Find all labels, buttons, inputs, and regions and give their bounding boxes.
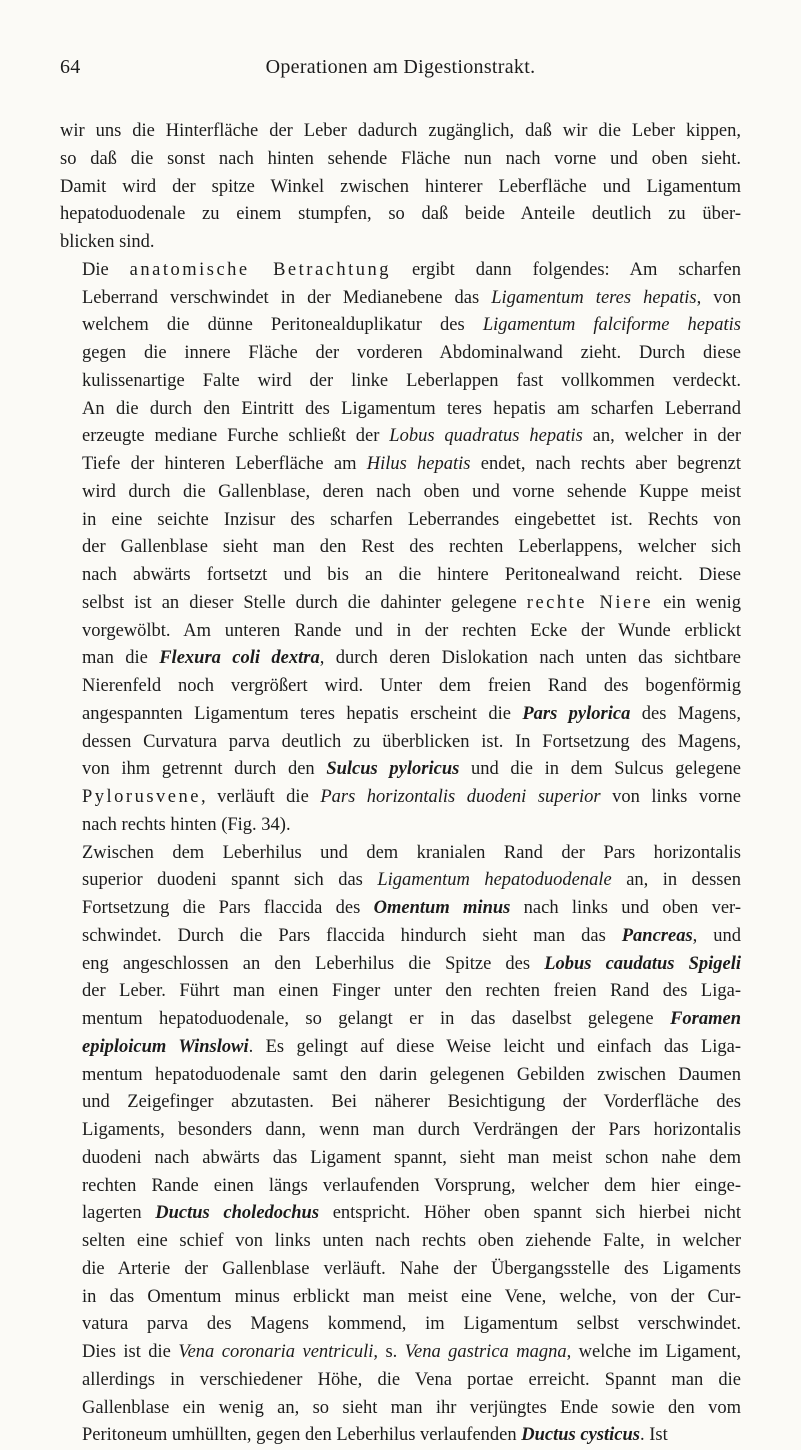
text-line: [60, 174, 741, 202]
text-run: vorgewölbt. Am unteren Rande und in der rechten Ecke der Wunde erblickt: [82, 621, 741, 641]
text-run: duodeni nach abwärts das Ligament spannt, sieht man meist schon nahe dem: [82, 1148, 741, 1168]
emphasized-term: Pancreas: [622, 926, 693, 946]
text-run: an, welcher in der: [583, 426, 741, 446]
emphasized-term: epiploicum Winslowi: [82, 1037, 249, 1057]
text-line: [60, 840, 741, 868]
text-run: wir uns die Hinterfläche der Leber dadurch zugänglich, daß wir die Leber kippen,: [60, 121, 741, 141]
text-run: ergibt dann folgendes: Am scharfen: [391, 260, 741, 280]
text-line: [60, 729, 741, 757]
text-line: [60, 396, 741, 424]
emphasized-term: Sulcus pyloricus: [326, 759, 459, 779]
text-line: [60, 784, 741, 812]
text-run: , welche im Ligament,: [567, 1342, 741, 1362]
text-line: [60, 756, 741, 784]
text-line: [60, 895, 741, 923]
text-line: [60, 812, 741, 840]
text-line: [60, 1034, 741, 1062]
text-line: [60, 673, 741, 701]
emphasized-term: Ductus choledochus: [155, 1203, 319, 1223]
text-run: angespannten Ligamentum teres hepatis erscheint die: [82, 704, 522, 724]
paragraph: [60, 840, 741, 1450]
text-run: kulissenartige Falte wird der linke Leberlappen fast vollkommen verdeckt.: [82, 371, 741, 391]
text-run: Gallenblase ein wenig an, so sieht man ihr verjüngtes Ende sowie den vom: [82, 1398, 741, 1418]
emphasized-term: Omentum minus: [374, 898, 511, 918]
text-line: [60, 618, 741, 646]
text-run: man die: [82, 648, 159, 668]
text-line: [60, 701, 741, 729]
italic-term: Ligamentum teres hepatis: [491, 288, 696, 308]
italic-term: Vena gastrica magna: [405, 1342, 567, 1362]
text-line: [60, 312, 741, 340]
spaced-emphasis: rechte Niere: [527, 593, 653, 613]
text-run: mentum hepatoduodenale samt den darin gelegenen Gebilden zwischen Daumen: [82, 1065, 741, 1085]
emphasized-term: Pars pylorica: [522, 704, 630, 724]
text-run: und die in dem Sulcus gelegene: [459, 759, 741, 779]
text-line: [60, 340, 741, 368]
spaced-emphasis: Pylorusvene: [82, 787, 201, 807]
text-run: entspricht. Höher oben spannt sich hierbei nicht: [319, 1203, 741, 1223]
text-run: Damit wird der spitze Winkel zwischen hinterer Leberfläche und Ligamentum: [60, 177, 741, 197]
text-line: [60, 1367, 741, 1395]
emphasized-term: Lobus caudatus Spigeli: [544, 954, 741, 974]
text-line: [60, 229, 741, 257]
text-line: [60, 146, 741, 174]
text-line: [60, 1062, 741, 1090]
text-run: die Arterie der Gallenblase verläuft. Nahe der Übergangsstelle des Ligaments: [82, 1259, 741, 1279]
paragraph: [60, 257, 741, 840]
body-text: [60, 118, 741, 1450]
emphasized-term: Flexura coli dextra: [159, 648, 319, 668]
text-line: [60, 507, 741, 535]
text-run: Zwischen dem Leberhilus und dem kranialen Rand der Pars horizontalis: [82, 843, 741, 863]
spaced-emphasis: anatomische Betrachtung: [130, 260, 391, 280]
text-line: [60, 257, 741, 285]
text-run: Peritoneum umhüllten, gegen den Leberhilus verlaufenden: [82, 1425, 521, 1445]
text-run: Tiefe der hinteren Leberfläche am: [82, 454, 367, 474]
text-run: allerdings in verschiedener Höhe, die Vena portae erreicht. Spannt man die: [82, 1370, 741, 1390]
text-run: eng angeschlossen an den Leberhilus die Spitze des: [82, 954, 544, 974]
text-line: [60, 1311, 741, 1339]
text-run: mentum hepatoduodenale, so gelangt er in das daselbst gelegene: [82, 1009, 670, 1029]
text-line: [60, 1173, 741, 1201]
text-line: [60, 645, 741, 673]
text-run: erzeugte mediane Furche schließt der: [82, 426, 389, 446]
text-run: An die durch den Eintritt des Ligamentum teres hepatis am scharfen Leberrand: [82, 399, 741, 419]
italic-term: Ligamentum hepatoduodenale: [377, 870, 611, 890]
text-run: , von: [697, 288, 741, 308]
text-line: [60, 1200, 741, 1228]
text-line: [60, 1089, 741, 1117]
text-run: wird durch die Gallenblase, deren nach oben und vorne sehende Kuppe meist: [82, 482, 741, 502]
text-line: [60, 923, 741, 951]
text-run: in eine seichte Inzisur des scharfen Leberrandes eingebettet ist. Rechts von: [82, 510, 741, 530]
text-run: hepatoduodenale zu einem stumpfen, so daß beide Anteile deutlich zu über-: [60, 204, 741, 224]
text-run: Die: [82, 260, 130, 280]
text-run: lagerten: [82, 1203, 155, 1223]
page-header: [60, 56, 741, 86]
text-line: [60, 1256, 741, 1284]
text-run: der Leber. Führt man einen Finger unter den rechten freien Rand des Liga-: [82, 981, 741, 1001]
text-line: [60, 534, 741, 562]
text-run: dessen Curvatura parva deutlich zu überblicken ist. In Fortsetzung des Magens,: [82, 732, 741, 752]
text-run: blicken sind.: [60, 232, 155, 252]
text-line: [60, 1228, 741, 1256]
text-run: endet, nach rechts aber begrenzt: [471, 454, 742, 474]
text-run: von links vorne: [601, 787, 741, 807]
text-line: [60, 1117, 741, 1145]
text-run: Dies ist die: [82, 1342, 178, 1362]
text-run: an, in dessen: [612, 870, 741, 890]
text-run: , und: [693, 926, 741, 946]
text-run: Leberrand verschwindet in der Medianebene das: [82, 288, 491, 308]
text-line: [60, 368, 741, 396]
text-run: und Zeigefinger abzutasten. Bei näherer Besichtigung der Vorderfläche des: [82, 1092, 741, 1112]
paragraph: [60, 118, 741, 257]
text-line: [60, 1145, 741, 1173]
text-line: [60, 479, 741, 507]
text-line: [60, 285, 741, 313]
text-run: , s.: [373, 1342, 404, 1362]
text-run: des Magens,: [630, 704, 741, 724]
text-run: schwindet. Durch die Pars flaccida hindurch sieht man das: [82, 926, 622, 946]
text-line: [60, 451, 741, 479]
text-run: ein wenig: [653, 593, 741, 613]
text-run: nach links und oben ver-: [510, 898, 741, 918]
text-line: [60, 1006, 741, 1034]
text-line: [60, 951, 741, 979]
emphasized-term: Ductus cysticus: [521, 1425, 640, 1445]
text-line: [60, 562, 741, 590]
text-line: [60, 1422, 741, 1450]
text-run: . Es gelingt auf diese Weise leicht und einfach das Liga-: [249, 1037, 741, 1057]
text-line: [60, 118, 741, 146]
text-run: superior duodeni spannt sich das: [82, 870, 377, 890]
text-line: [60, 1339, 741, 1367]
italic-term: Lobus quadratus hepatis: [389, 426, 583, 446]
text-run: selten eine schief von links unten nach rechts oben ziehende Falte, in welcher: [82, 1231, 741, 1251]
text-line: [60, 590, 741, 618]
text-run: von ihm getrennt durch den: [82, 759, 326, 779]
text-run: vatura parva des Magens kommend, im Ligamentum selbst verschwindet.: [82, 1314, 741, 1334]
text-run: . Ist: [640, 1425, 668, 1445]
text-run: der Gallenblase sieht man den Rest des rechten Leberlappens, welcher sich: [82, 537, 741, 557]
text-run: selbst ist an dieser Stelle durch die dahinter gelegene: [82, 593, 527, 613]
italic-term: Vena coronaria ventriculi: [178, 1342, 373, 1362]
text-line: [60, 423, 741, 451]
text-run: gegen die innere Fläche der vorderen Abdominalwand zieht. Durch diese: [82, 343, 741, 363]
running-head: Operationen am Digestionstrakt.: [60, 56, 741, 79]
text-run: Ligaments, besonders dann, wenn man durch Verdrängen der Pars horizontalis: [82, 1120, 741, 1140]
emphasized-term: Foramen: [670, 1009, 741, 1029]
text-run: nach rechts hinten (Fig. 34).: [82, 815, 291, 835]
text-line: [60, 1395, 741, 1423]
text-run: Fortsetzung die Pars flaccida des: [82, 898, 374, 918]
text-run: nach abwärts fortsetzt und bis an die hintere Peritonealwand reicht. Diese: [82, 565, 741, 585]
page-number: 64: [60, 56, 81, 79]
text-run: Nierenfeld noch vergrößert wird. Unter dem freien Rand des bogenförmig: [82, 676, 741, 696]
text-run: , verläuft die: [201, 787, 320, 807]
text-line: [60, 201, 741, 229]
text-run: welchem die dünne Peritonealduplikatur des: [82, 315, 483, 335]
italic-term: Hilus hepatis: [367, 454, 471, 474]
text-line: [60, 978, 741, 1006]
text-line: [60, 1284, 741, 1312]
text-run: rechten Rande einen längs verlaufenden Vorsprung, welcher dem hier einge-: [82, 1176, 741, 1196]
text-run: in das Omentum minus erblickt man meist eine Vene, welche, von der Cur-: [82, 1287, 741, 1307]
text-run: , durch deren Dislokation nach unten das sichtbare: [320, 648, 741, 668]
italic-term: Pars horizontalis duodeni superior: [320, 787, 600, 807]
italic-term: Ligamentum falciforme hepatis: [483, 315, 741, 335]
text-run: so daß die sonst nach hinten sehende Fläche nun nach vorne und oben sieht.: [60, 149, 741, 169]
text-line: [60, 867, 741, 895]
